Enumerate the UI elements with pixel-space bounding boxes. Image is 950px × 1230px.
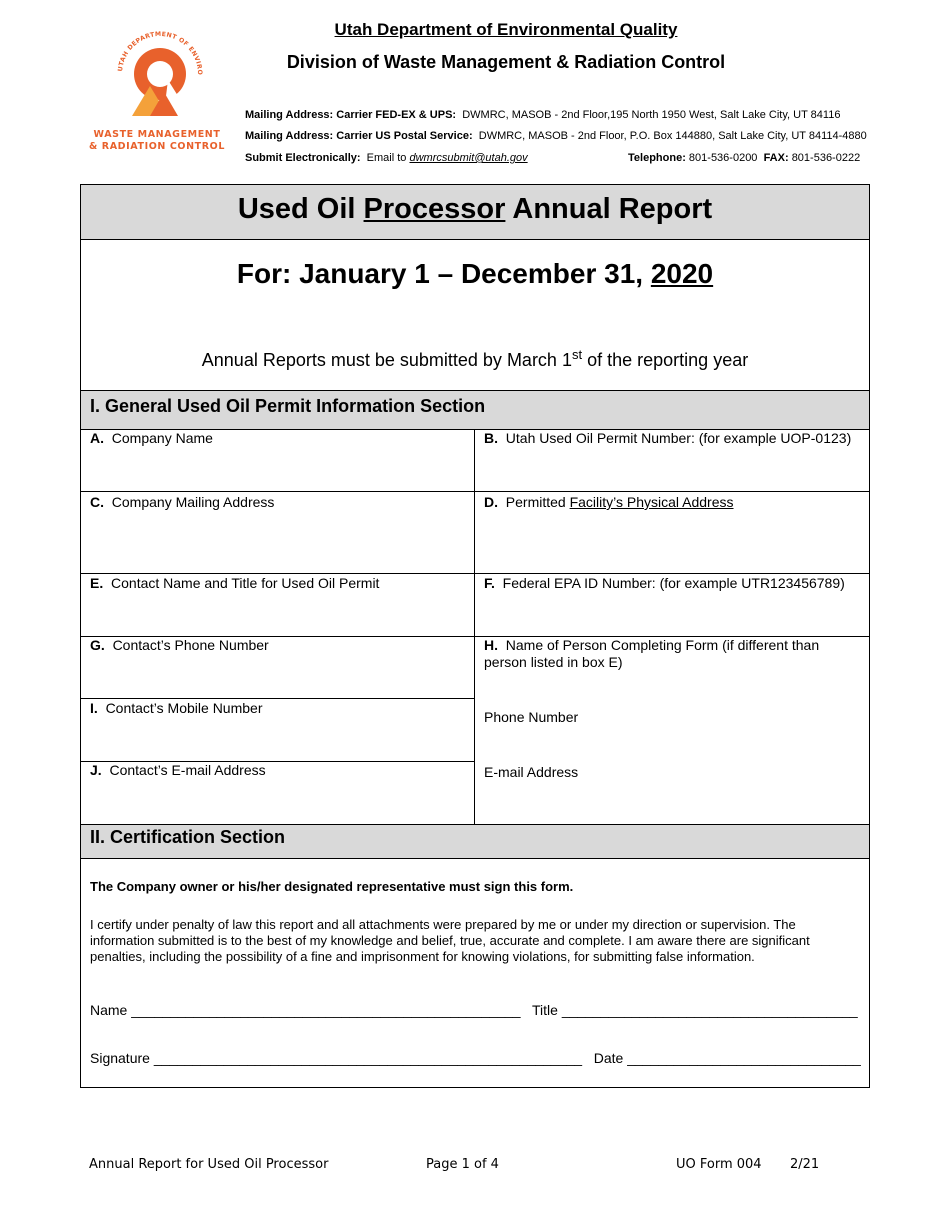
row-divider-1: [81, 491, 869, 492]
footer-page-number: Page 1 of 4: [426, 1157, 499, 1172]
section-1-title: I. General Used Oil Permit Information Section: [90, 396, 486, 416]
field-d-label: Permitted: [505, 494, 566, 510]
contact-numbers: [628, 152, 860, 164]
logo-text-line2: & RADIATION CONTROL: [89, 141, 225, 152]
report-title: [81, 193, 869, 226]
date-line[interactable]: ______________________________: [627, 1050, 861, 1066]
field-j-email[interactable]: [90, 762, 470, 779]
submit-label: Submit Electronically:: [245, 152, 361, 164]
must-sign-notice: The Company owner or his/her designated representative must sign this form.: [90, 879, 574, 894]
title-label: Title: [531, 1002, 558, 1018]
column-divider: [474, 429, 475, 824]
field-i-letter: I.: [90, 700, 98, 716]
field-c-letter: C.: [90, 494, 104, 510]
field-f-letter: F.: [484, 575, 495, 591]
title-part-processor: Processor: [363, 193, 506, 225]
field-a-label: Company Name: [111, 430, 213, 446]
signature-date-row: [90, 1050, 861, 1066]
period-year: 2020: [650, 258, 714, 289]
reporting-period: [81, 258, 869, 290]
certification-statement: I certify under penalty of law this report and all attachments were prepared by me or under my direction or supervision. The information submitted is to the best of my knowledge and belief, true, accurate and complete. I am aware there are significant penalties, including the possibility of a fine and imprisonment for knowing violations, for submitting false information.: [90, 917, 810, 964]
field-d-label-underlined: Facility’s Physical Address: [569, 494, 734, 510]
field-e-contact-name[interactable]: [90, 575, 470, 592]
section-1-header: [81, 390, 869, 430]
field-g-contact-phone[interactable]: [90, 637, 470, 654]
section-2-title: II. Certification Section: [90, 827, 286, 847]
field-h-letter: H.: [484, 637, 498, 653]
section-2-header: [81, 824, 869, 859]
mailing-usps-value: DWMRC, MASOB - 2nd Floor, P.O. Box 144880, Salt Lake City, UT 84114-4880: [478, 130, 867, 142]
field-a-company-name[interactable]: [90, 430, 470, 447]
title-part-1: Used Oil: [237, 193, 356, 225]
field-i-label: Contact’s Mobile Number: [105, 700, 263, 716]
mailing-fedex-label: Mailing Address: Carrier FED-EX & UPS:: [245, 109, 457, 121]
field-a-letter: A.: [90, 430, 104, 446]
signature-label: Signature: [90, 1050, 150, 1066]
mailing-address-usps: [245, 130, 867, 142]
title-part-3: Annual Report: [512, 193, 713, 225]
submit-electronically: [245, 152, 528, 164]
due-sup: st: [571, 347, 583, 362]
field-j-label: Contact’s E-mail Address: [109, 762, 266, 778]
field-i-mobile[interactable]: [90, 700, 470, 717]
footer-revision: 2/21: [790, 1157, 820, 1172]
footer-form-number: UO Form 004: [676, 1157, 762, 1172]
logo-wordmark: [84, 129, 230, 153]
due-text-post: of the reporting year: [587, 350, 749, 370]
field-h-person-completing[interactable]: [484, 637, 864, 671]
agency-name: Utah Department of Environmental Quality: [334, 20, 678, 39]
title-band: [81, 185, 869, 240]
field-h-phone[interactable]: Phone Number: [484, 709, 579, 725]
mailing-fedex-value: DWMRC, MASOB - 2nd Floor,195 North 1950 West, Salt Lake City, UT 84116: [462, 109, 841, 121]
name-label: Name: [90, 1002, 128, 1018]
due-text: Annual Reports must be submitted by March 1: [201, 350, 572, 370]
title-line[interactable]: ______________________________________: [561, 1002, 858, 1018]
period-text: For: January 1 – December 31,: [236, 258, 644, 289]
due-date-notice: [81, 347, 869, 371]
field-b-label: Utah Used Oil Permit Number: (for example UOP-0123): [505, 430, 852, 446]
date-label: Date: [593, 1050, 624, 1066]
row-divider-4: [81, 698, 474, 699]
field-e-label: Contact Name and Title for Used Oil Permit: [111, 575, 380, 591]
field-f-epa-id[interactable]: [484, 575, 864, 592]
phone-value: 801-536-0200: [688, 152, 758, 164]
field-d-physical-address[interactable]: [484, 494, 864, 511]
division-name: Division of Waste Management & Radiation Control: [286, 52, 726, 72]
field-d-letter: D.: [484, 494, 498, 510]
phone-label: Telephone:: [628, 152, 686, 164]
submit-prefix: Email to: [366, 152, 407, 164]
field-e-letter: E.: [90, 575, 104, 591]
fax-label: FAX:: [763, 152, 789, 164]
field-c-label: Company Mailing Address: [111, 494, 275, 510]
field-g-letter: G.: [90, 637, 105, 653]
mailing-address-fedex: [245, 109, 840, 121]
report-form: [80, 184, 870, 1088]
field-c-mailing-address[interactable]: [90, 494, 470, 511]
seal-ring-text: UTAH DEPARTMENT OF ENVIRO: [117, 30, 204, 76]
field-h-email[interactable]: E-mail Address: [484, 764, 579, 780]
footer-form-name: Annual Report for Used Oil Processor: [89, 1157, 329, 1172]
signature-line[interactable]: _______________________________________________________: [153, 1050, 583, 1066]
logo-text-line1: WASTE MANAGEMENT: [93, 129, 221, 140]
field-g-label: Contact’s Phone Number: [112, 637, 269, 653]
row-divider-2: [81, 573, 869, 574]
mailing-usps-label: Mailing Address: Carrier US Postal Service:: [245, 130, 473, 142]
field-h-label: Name of Person Completing Form (if different than person listed in box E): [484, 637, 820, 670]
name-title-row: [90, 1002, 858, 1018]
field-f-label: Federal EPA ID Number: (for example UTR123456789): [502, 575, 845, 591]
field-b-permit-number[interactable]: [484, 430, 864, 447]
fax-value: 801-536-0222: [791, 152, 861, 164]
submit-email-link[interactable]: dwmrcsubmit@utah.gov: [409, 152, 528, 164]
name-line[interactable]: __________________________________________________: [131, 1002, 521, 1018]
field-b-letter: B.: [484, 430, 498, 446]
field-j-letter: J.: [90, 762, 102, 778]
